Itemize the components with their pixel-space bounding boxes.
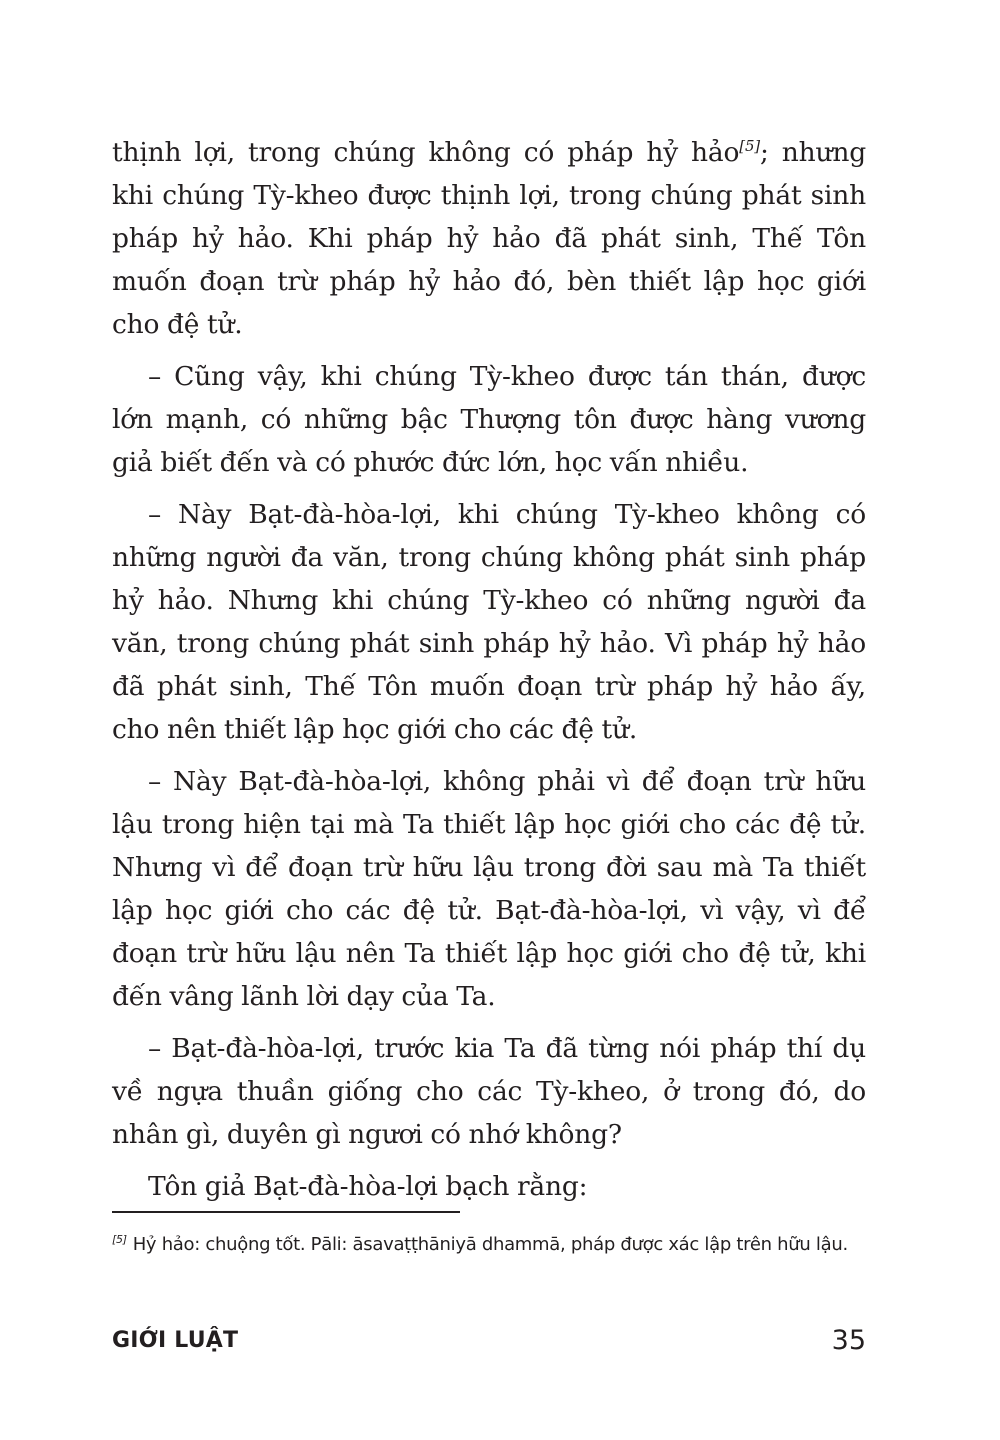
paragraph-1-end: ; nhưng khi chúng Tỳ-kheo được thịnh lợi, trong chúng phát sinh pháp hỷ hảo. Khi pháp hỷ hảo đã phát sinh, Thế Tôn muốn đoạn trừ pháp hỷ hảo đó, bèn thiết lập học giới cho đệ tử. bbox=[112, 137, 867, 340]
paragraph-4: – Này Bạt-đà-hòa-lợi, không phải vì để đoạn trừ hữu lậu trong hiện tại mà Ta thiết lập học giới cho các đệ tử. Nhưng vì để đoạn trừ hữu lậu trong đời sau mà Ta thiết lập học giới cho các đệ tử. Bạt-đà-hòa-lợi, vì vậy, vì để đoạn trừ hữu lậu nên Ta thiết lập học giới cho đệ tử, khi đến vâng lãnh lời dạy của Ta. bbox=[112, 766, 866, 1012]
paragraph-6: Tôn giả Bạt-đà-hòa-lợi bạch rằng: bbox=[148, 1171, 588, 1202]
paragraph-3: – Này Bạt-đà-hòa-lợi, khi chúng Tỳ-kheo không có những người đa văn, trong chúng không phát sinh pháp hỷ hảo. Nhưng khi chúng Tỳ-kheo có những người đa văn, trong chúng phát sinh pháp hỷ hảo. Vì pháp hỷ hảo đã phát sinh, Thế Tôn muốn đoạn trừ pháp hỷ hảo ấy, cho nên thiết lập học giới cho các đệ tử. bbox=[112, 499, 866, 745]
footnote-reference[interactable]: [5] bbox=[739, 137, 760, 156]
footnote bbox=[112, 1230, 866, 1259]
paragraph-2: – Cũng vậy, khi chúng Tỳ-kheo được tán thán, được lớn mạnh, có những bậc Thượng tôn được hàng vương giả biết đến và có phước đức lớn, học vấn nhiều. bbox=[112, 361, 866, 478]
paragraph-5: – Bạt-đà-hòa-lợi, trước kia Ta đã từng nói pháp thí dụ về ngựa thuần giống cho các Tỳ-kheo, ở trong đó, do nhân gì, duyên gì ngươi có nhớ không? bbox=[112, 1033, 866, 1150]
footnote-mark: [5] bbox=[112, 1233, 127, 1246]
paragraph-1-start: thịnh lợi, trong chúng không có pháp hỷ hảo bbox=[112, 137, 740, 168]
footnote-divider bbox=[112, 1211, 460, 1213]
footnote-text: Hỷ hảo: chuộng tốt. Pāli: āsavaṭṭhāniyā dhammā, pháp được xác lập trên hữu lậu. bbox=[132, 1234, 848, 1255]
page-number: 35 bbox=[831, 1325, 866, 1356]
body-text bbox=[112, 131, 866, 1217]
running-head: GIỚI LUẬT bbox=[112, 1328, 239, 1353]
paragraph-1 bbox=[112, 131, 866, 346]
